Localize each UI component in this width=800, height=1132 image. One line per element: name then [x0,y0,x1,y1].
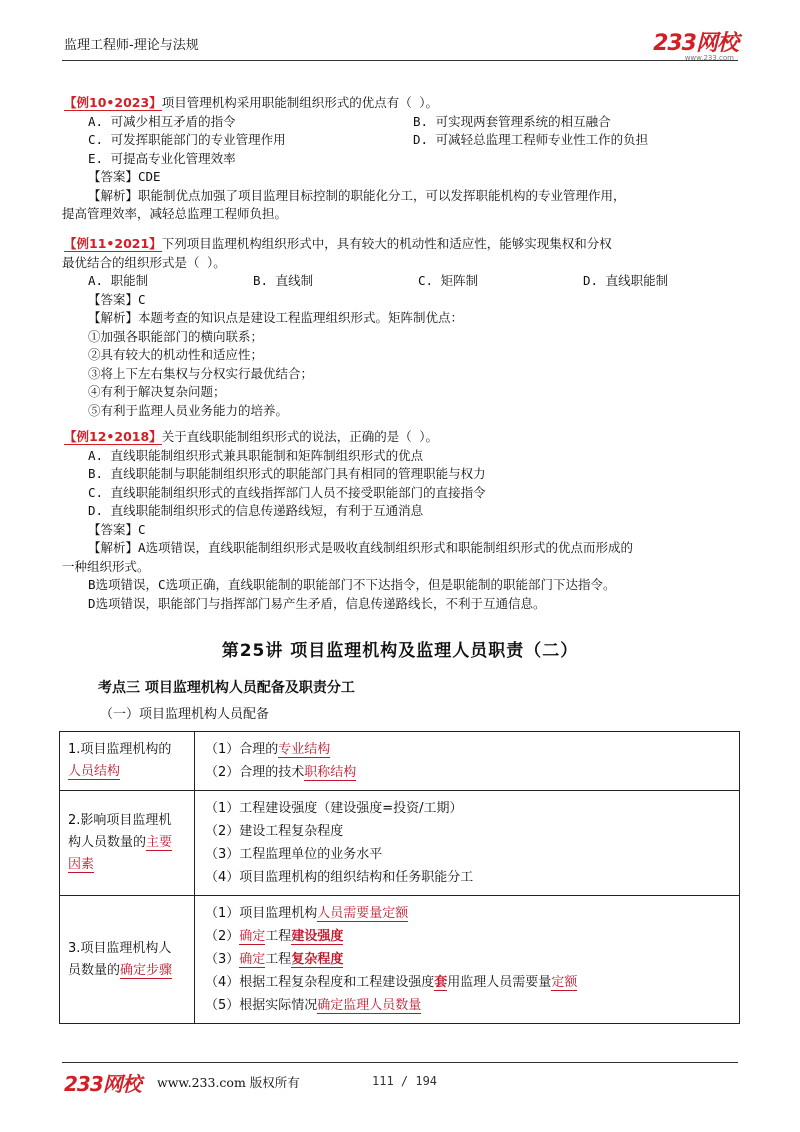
question-12 [62,428,748,613]
row-content: （1）项目监理机构人员需要量定额 （2）确定工程建设强度 （3）确定工程复杂程度 （4）根据工程复杂程度和工程建设强度套用监理人员需要量定额 （5）根据实际情况确定监理人员数量 [195,896,740,1024]
option-c: C. 可发挥职能部门的专业管理作用 [88,132,286,147]
knowledge-point-title: 考点三 项目监理机构人员配备及职责分工 [98,680,355,696]
options-row [88,113,748,132]
brand-logo-text: 233网校 [653,31,738,56]
analysis-b: B选项错误，C选项正确，直线职能制的职能部门不下达指令，但是职能制的职能部门下达指令。 [88,577,616,592]
option-b: B. 直线职能制与职能制组织形式的职能部门具有相同的管理职能与权力 [88,466,486,481]
option-b: B. 直线制 [253,273,314,288]
question-stem: 【例11•2021】下列项目监理机构组织形式中，具有较大的机动性和适应性，能够实现集权和分权 [64,236,612,251]
options-row [88,272,748,291]
question-stem: 【例10•2023】项目管理机构采用职能制组织形式的优点有（ ）。 [64,95,438,110]
option-d: D. 直线职能制组织形式的信息传递路线短，有利于互通消息 [88,503,424,518]
point-5: ⑤有利于监理人员业务能力的培养。 [88,402,289,418]
question-tag: 【例11•2021】 [64,236,162,251]
option-d: D. 可减轻总监理工程师专业性工作的负担 [413,132,649,147]
option-d: D. 直线职能制 [583,273,669,288]
question-tag: 【例12•2018】 [64,429,162,444]
header-divider [62,60,738,61]
point-1: ①加强各职能部门的横向联系； [88,328,264,344]
lecture-title: 第25讲 项目监理机构及监理人员职责（二） [221,641,579,661]
option-c: C. 直线职能制组织形式的直线指挥部门人员不接受职能部门的直接指令 [88,484,486,500]
document-title: 监理工程师-理论与法规 [64,38,199,53]
analysis: 【解析】本题考查的知识点是建设工程监理组织形式。矩阵制优点： [88,310,464,325]
option-e: E. 可提高专业化管理效率 [88,150,236,166]
question-10 [62,94,748,224]
question-stem-cont: 最优结合的组织形式是（ ）。 [62,254,226,270]
option-a: A. 职能制 [88,273,149,288]
row-header: 2.影响项目监理机 构人员数量的主要 因素 [60,791,195,896]
option-a: A. 可减少相互矛盾的指令 [88,113,236,129]
row-header: 1.项目监理机构的 人员结构 [60,732,195,791]
analysis: 【解析】职能制优点加强了项目监理目标控制的职能化分工，可以发挥职能机构的专业管理作用， [88,187,626,203]
page-number: 111 / 194 [372,1074,438,1088]
answer: 【答案】C [88,521,146,537]
table-row [60,732,740,791]
sub-section-title: （一）项目监理机构人员配备 [100,707,270,722]
point-3: ③将上下左右集权与分权实行最优结合； [88,365,314,381]
row-content: （1）合理的专业结构 （2）合理的技术职称结构 [195,732,740,791]
answer: 【答案】CDE [88,169,161,184]
analysis-cont: 提高管理效率，减轻总监理工程师负担。 [62,206,288,221]
question-11 [62,235,748,420]
copyright: www.233.com 版权所有 [157,1075,300,1090]
staffing-table [59,731,740,1024]
analysis-cont: 一种组织形式。 [62,558,150,574]
table-row [60,791,740,896]
option-b: B. 可实现两套管理系统的相互融合 [413,113,611,129]
brand-logo[interactable] [653,26,738,62]
answer: 【答案】C [88,291,146,307]
brand-logo-url: www.233.com [684,54,734,62]
option-c: C. 矩阵制 [418,273,479,288]
question-stem: 【例12•2018】关于直线职能制组织形式的说法，正确的是（ ）。 [64,429,438,444]
options-row [88,131,748,150]
analysis: 【解析】A选项错误，直线职能制组织形式是吸收直线制组织形式和职能制组织形式的优点而形成的 [88,540,634,555]
page-header [62,26,738,62]
question-tag: 【例10•2023】 [64,95,162,110]
row-content: （1）工程建设强度（建设强度=投资/工期） （2）建设工程复杂程度 （3）工程监理单位的业务水平 （4）项目监理机构的组织结构和任务职能分工 [195,791,740,896]
point-2: ②具有较大的机动性和适应性； [88,347,264,362]
row-header: 3.项目监理机构人 员数量的确定步骤 [60,896,195,1024]
point-4: ④有利于解决复杂问题； [88,384,226,399]
footer-logo[interactable]: 233网校 [64,1072,141,1096]
table-row [60,896,740,1024]
page-footer [62,1068,742,1096]
footer-divider [62,1062,738,1063]
option-a: A. 直线职能制组织形式兼具职能制和矩阵制组织形式的优点 [88,447,424,463]
analysis-d: D选项错误，职能部门与指挥部门易产生矛盾，信息传递路线长，不利于互通信息。 [88,595,546,611]
